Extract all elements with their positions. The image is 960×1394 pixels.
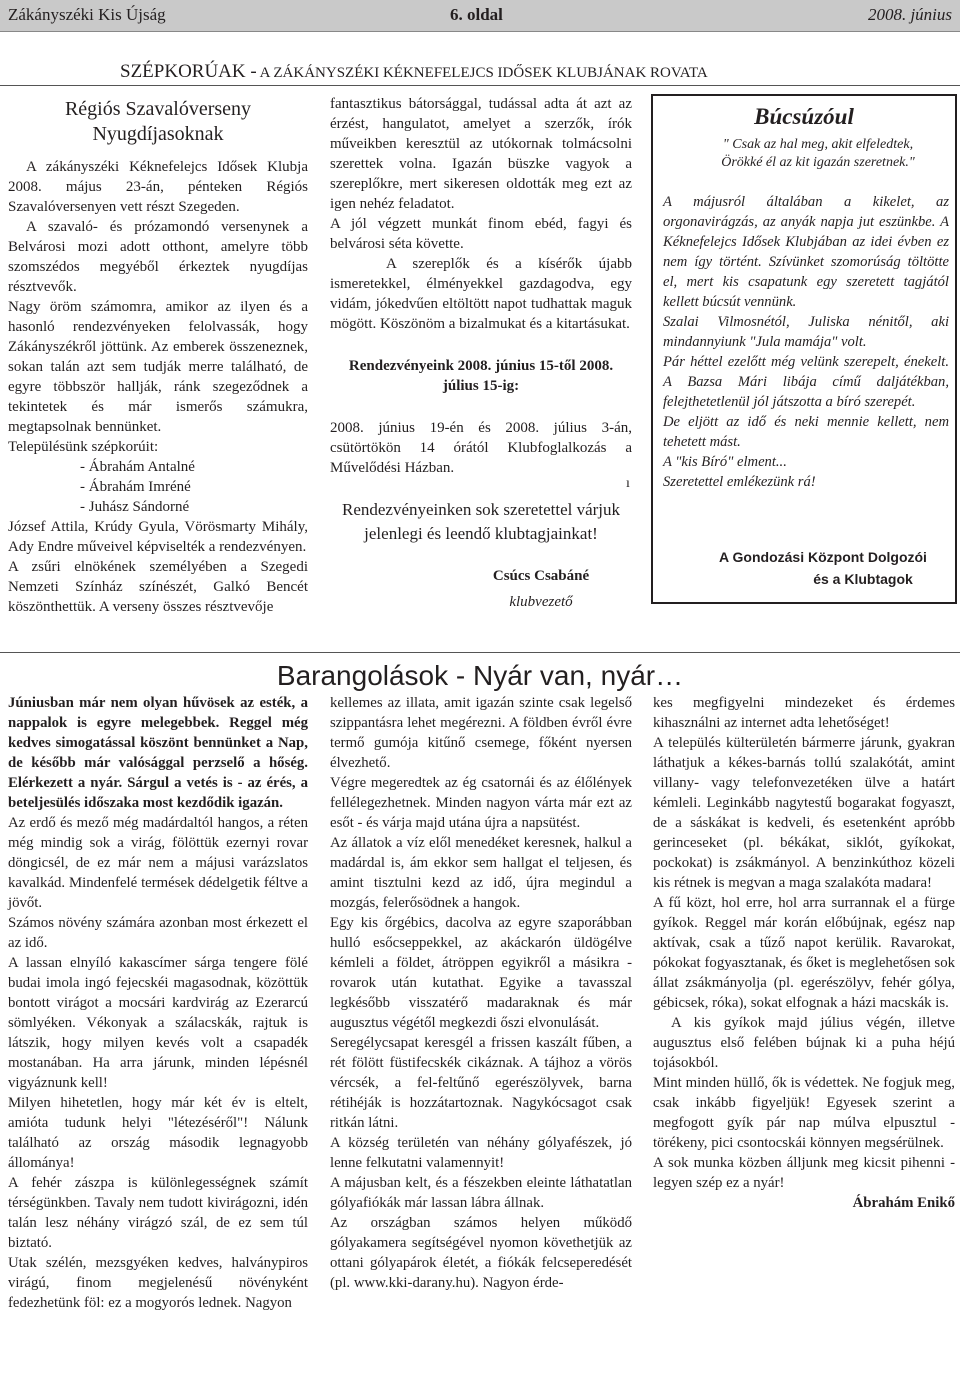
stray-mark: ı bbox=[626, 476, 630, 491]
article2-paragraph: Az állatok a víz elől menedéket keresnek, halkul a madárdal is, ám ekkor sem hallgat el teljesen, és amint tisztulni kezd az idő, újra megindul a mozgás, felerősödnek a hangok. bbox=[330, 835, 632, 911]
article2-lead: Júniusban már nem olyan hűvösek az esték, a nappalok is egyre melegebbek. Reggel még kedves simogatással köszönt bennünket a Nap, de később már valósággal perzselő a hőség. Elérkezett a nyár. Sárgul a vetés is - az érés, a beteljesülés időszaka most kezdődik igazán. bbox=[8, 695, 308, 811]
article2-author: Ábrahám Enikő bbox=[852, 1195, 955, 1211]
section-title bbox=[120, 60, 708, 85]
article1-paragraph: Nagy öröm számomra, amikor az ilyen és a hasonló rendezvényeken felolvassák, hogy Zákányszékről jöttünk. Az emberek összeneznek, sokan talán azt sem tudják merre található, de egyre többször hallják, ránk szegeződnek a tekintetek és már ismerős számukra, megtapsolnak bennünket. bbox=[8, 299, 308, 435]
farewell-signature-line1: A Gondozási Központ Dolgozói bbox=[719, 549, 927, 565]
article1-paragraph: József Attila, Krúdy Gyula, Vörösmarty Mihály, Ady Endre műveivel képviselték a rendezvényen. bbox=[8, 519, 308, 555]
article1-title bbox=[8, 97, 308, 147]
article2-paragraph: Számos növény számára azonban most érkezett el az idő. bbox=[8, 915, 308, 951]
article2-paragraph: Milyen hihetetlen, hogy már két év is eltelt, amióta tudunk helyi "létezéséről"! Nálunk található az ország második legnagyobb állománya! bbox=[8, 1095, 308, 1171]
article1-paragraph: fantasztikus bátorsággal, tudással adta át azt az érzést, hangulatot, amelyet a szerzők, írók műveikben keresztül az utókornak tolmácsolni szerettek volna. Igazán büszke vagyok a szereplőkre, mert sikeresen oldották meg ezt az igen nehéz feladatot. bbox=[330, 96, 632, 212]
farewell-paragraph: A májusról általában a kikelet, az orgonavirágzás, az anyák napja jut eszünkbe. A Kéknefelejcs Idősek Klubjában az idei évben ez nem így történt. Szívünket szomorúság töltötte el, mert kis csapatunk egy szeretett tagjától kellett búcsút vennünk. bbox=[663, 194, 949, 310]
article2-paragraph: Egy kis őrgébics, dacolva az egyre szaporábban hulló esőcseppekkel, az akáckarón üldögélve kémleli a földet, átröppen egyikről a másikra - rovarok után kutathat. Egyike a tavasszal legkésőbb visszatérő madaraknak és már augusztus végétől megkezdi őszi elvonulását. bbox=[330, 915, 632, 1031]
article2-paragraph: Mint minden hüllő, ők is védettek. Ne fogjuk meg, csak inkább figyeljük! Egyesek szerint a megfogott gyík pár nap múlva elpusztul - törékeny, pici csontocskái könnyen megsérülnek. bbox=[653, 1075, 955, 1151]
page-header bbox=[0, 0, 960, 32]
list-item: - Ábrahám Imréné bbox=[80, 479, 191, 495]
article2-column1 bbox=[8, 693, 308, 1313]
article1-column1 bbox=[8, 97, 308, 617]
farewell-quote: " Csak az hal meg, akit elfeledtek, Örökké él az kit igazán szeretnek." bbox=[721, 137, 915, 170]
article2-paragraph: A sok munka közben álljunk meg kicsit pihenni - legyen szép ez a nyár! bbox=[653, 1155, 955, 1191]
farewell-paragraph: De eljött az idő és neki mennie kellett, nem tehetett mást. bbox=[663, 414, 949, 450]
article1-paragraph: A zsűri elnökének személyében a Szegedi Nemzeti Színház színészét, Galkó Bencét köszönthettük. A verseny összes résztvevője bbox=[8, 559, 308, 615]
farewell-paragraph: Pár héttel ezelőtt még velünk szerepelt, énekelt. A Bazsa Mári libája című daljátékban, felejthetetlenül jól játszotta a bíró szerepét. bbox=[663, 354, 949, 410]
list-item: - Juhász Sándorné bbox=[80, 499, 190, 515]
article2-paragraph: A májusban kelt, és a fészekben eleinte láthatatlan gólyafiókák már lassan lábra állnak. bbox=[330, 1175, 632, 1211]
article1-title-line2: Nyugdíjasoknak bbox=[92, 123, 224, 145]
farewell-signature bbox=[703, 546, 943, 590]
article2-paragraph: A fehér zászpa is különlegességnek számít térségünkben. Tavaly nem tudott kivirágozni, idén talán lesz néhány virágzó szál, de ez sem túl biztató. bbox=[8, 1175, 308, 1251]
author-name: Csúcs Csabáné bbox=[492, 568, 590, 584]
article2-paragraph: Végre megeredtek az ég csatornái és az élőlények fellélegezhetnek. Minden nagyon várta már ezt az esőt - és várja majd utána újra a napsütést. bbox=[330, 775, 632, 831]
farewell-box bbox=[651, 94, 957, 604]
article2-paragraph: kellemes az illata, amit igazán szinte csak legelső szippantásra lehet megérezni. A földben évről évre termő gumója kitűnő csemege, főként nyersen élvezhető. bbox=[330, 695, 632, 771]
article-divider bbox=[0, 652, 960, 653]
article2-paragraph: A fű közt, hol erre, hol arra surrannak el a fürge gyíkok. Reggel már korán előbújnak, egész nap aktívak, csak a tűző napot kerülik. Ravarokat, pókokat fogyasztanak, és őket is meglehetősen sok állat zsákmányolja (pl. egerészölyv, fehér gólya, gébicsek, róka), sokat elfognak a házi macskák is. bbox=[653, 895, 955, 1011]
farewell-paragraph: A "kis Bíró" elment... bbox=[663, 454, 787, 470]
farewell-signature-line2: és a Klubtagok bbox=[813, 571, 913, 587]
section-title-sub: A ZÁKÁNYSZÉKI KÉKNEFELEJCS IDŐSEK KLUBJÁNAK ROVATA bbox=[256, 65, 708, 81]
article1-paragraph: A szereplők és a kísérők újabb ismeretekkel, élményekkel gazdagodva, egy vidám, jókedvűen eltöltött napot tudhattak maguk mögött. Köszönöm a bizalmukat és a kitartásukat. bbox=[330, 256, 632, 332]
article2-paragraph: Az országban számos helyen működő gólyakamera segítségével nyomon követhetjük az ottani gólyapárok életét, a fiókák felcseperedését (pl. www.kki-darany.hu). Nagyon érde- bbox=[330, 1215, 632, 1291]
farewell-title: Búcsúzóul bbox=[754, 104, 854, 129]
publication-name: Zákányszéki Kis Újság bbox=[8, 5, 166, 24]
issue-date: 2008. június bbox=[867, 5, 952, 24]
farewell-paragraph: Szalai Vilmosnétól, Juliska nénitől, aki mindannyiunk "Jula mamája" volt. bbox=[663, 314, 949, 350]
article2-paragraph: kes megfigyelni mindezeket és érdemes kihasználni az internet adta lehetőséget! bbox=[653, 695, 955, 731]
article1-paragraph: Településünk szépkorúit: bbox=[8, 439, 159, 455]
article2-title: Barangolások - Nyár van, nyár… bbox=[276, 660, 684, 691]
article1-column2 bbox=[330, 94, 632, 612]
article1-paragraph: A szavaló- és prózamondó versenynek a Belvárosi mozi adott otthont, amelyre több szomszédos megyéből érkeztek nyugdíjas résztvevők. bbox=[8, 219, 308, 295]
farewell-paragraph: Szeretettel emlékezünk rá! bbox=[663, 474, 816, 490]
article1-title-line1: Régiós Szavalóverseny bbox=[64, 98, 252, 120]
article2-column2 bbox=[330, 693, 632, 1293]
list-item: - Ábrahám Antalné bbox=[80, 459, 195, 475]
invite-text: Rendezvényeinken sok szeretettel várjuk jelenlegi és leendő klubtagjainkat! bbox=[341, 500, 621, 543]
section-divider bbox=[0, 85, 960, 86]
section-title-main: SZÉPKORÚAK - bbox=[120, 61, 257, 82]
article2-column3 bbox=[653, 693, 955, 1213]
page-number: 6. oldal bbox=[450, 5, 503, 24]
article2-paragraph: A település külterületén bármerre járunk, gyakran láthatjuk a kékes-barnás tollú szalakótát, amint villany- vagy telefonvezetéken ülve a határt kémleli. Leginkább nagytestű bogarakat fogyaszt, de a sáskákat is kedveli, és esetenként apróbb gerinceseket (pl. békákat, siklót, gyíkokat, pockokat) is zsákmányol. A benzinkúthoz közeli kis rétnek is megvan a maga szalakóta madara! bbox=[653, 735, 955, 891]
article1-paragraph: A zákányszéki Kéknefelejcs Idősek Klubja 2008. május 23-án, pénteken Régiós Szavalóversenyen vett részt Szegeden. bbox=[8, 159, 308, 215]
events-text: 2008. június 19-én és 2008. július 3-án, csütörtökön 14 órától Klubfoglalkozás a Művelődési Házban. bbox=[330, 420, 632, 476]
author-role: klubvezető bbox=[509, 594, 573, 610]
events-title: Rendezvényeink 2008. június 15-től 2008. július 15-ig: bbox=[348, 358, 614, 394]
farewell-body bbox=[663, 192, 949, 492]
article2-paragraph: A község területén van néhány gólyafészek, jó lenne felkutatni valamennyit! bbox=[330, 1135, 632, 1171]
article2-paragraph: Seregélycsapat keresgél a frissen kaszált fűben, a rét fölött füstifecskék cikáznak. A tájhoz a vörös vércsék, a fel-feltűnő egerészölyvek, barna rétihéják is hozzátartoznak. Nagykócsagot csak ritkán látni. bbox=[330, 1035, 632, 1131]
article2-paragraph: A kis gyíkok majd július végén, illetve augusztus első felében bújnak ki a puha héjú tojásokból. bbox=[653, 1015, 955, 1071]
article1-paragraph: A jól végzett munkát finom ebéd, fagyi és belvárosi séta követte. bbox=[330, 216, 632, 252]
article2-paragraph: Utak szélén, mezsgyéken kedves, halványpiros virágú, finom megjelenésű növényként fedezhetünk föl: ez a mogyorós lednek. Nagyon bbox=[8, 1255, 308, 1311]
participant-list bbox=[8, 457, 308, 517]
article2-paragraph: A lassan elnyíló kakascímer sárga tengere fölé budai imola ingó fejecskéi magasodnak, közöttük bontott virágot a mocsári kardvirág az Ezerarcú sömlyéken. Vékonyak a szálacskák, rajtuk is látszik, hogy milyen kevés volt a csapadék mostanában. Ha arra járunk, minden lépésnél vigyáznunk kell! bbox=[8, 955, 308, 1091]
article2-paragraph: Az erdő és mező még madárdaltól hangos, a réten még mindig sok a virág, fölöttük ezernyi rovar döngicsél, de ez már nem a májusi varázslatos kavalkád. Mindenfelé termések dédelgetik féltve a jövőt. bbox=[8, 815, 308, 911]
